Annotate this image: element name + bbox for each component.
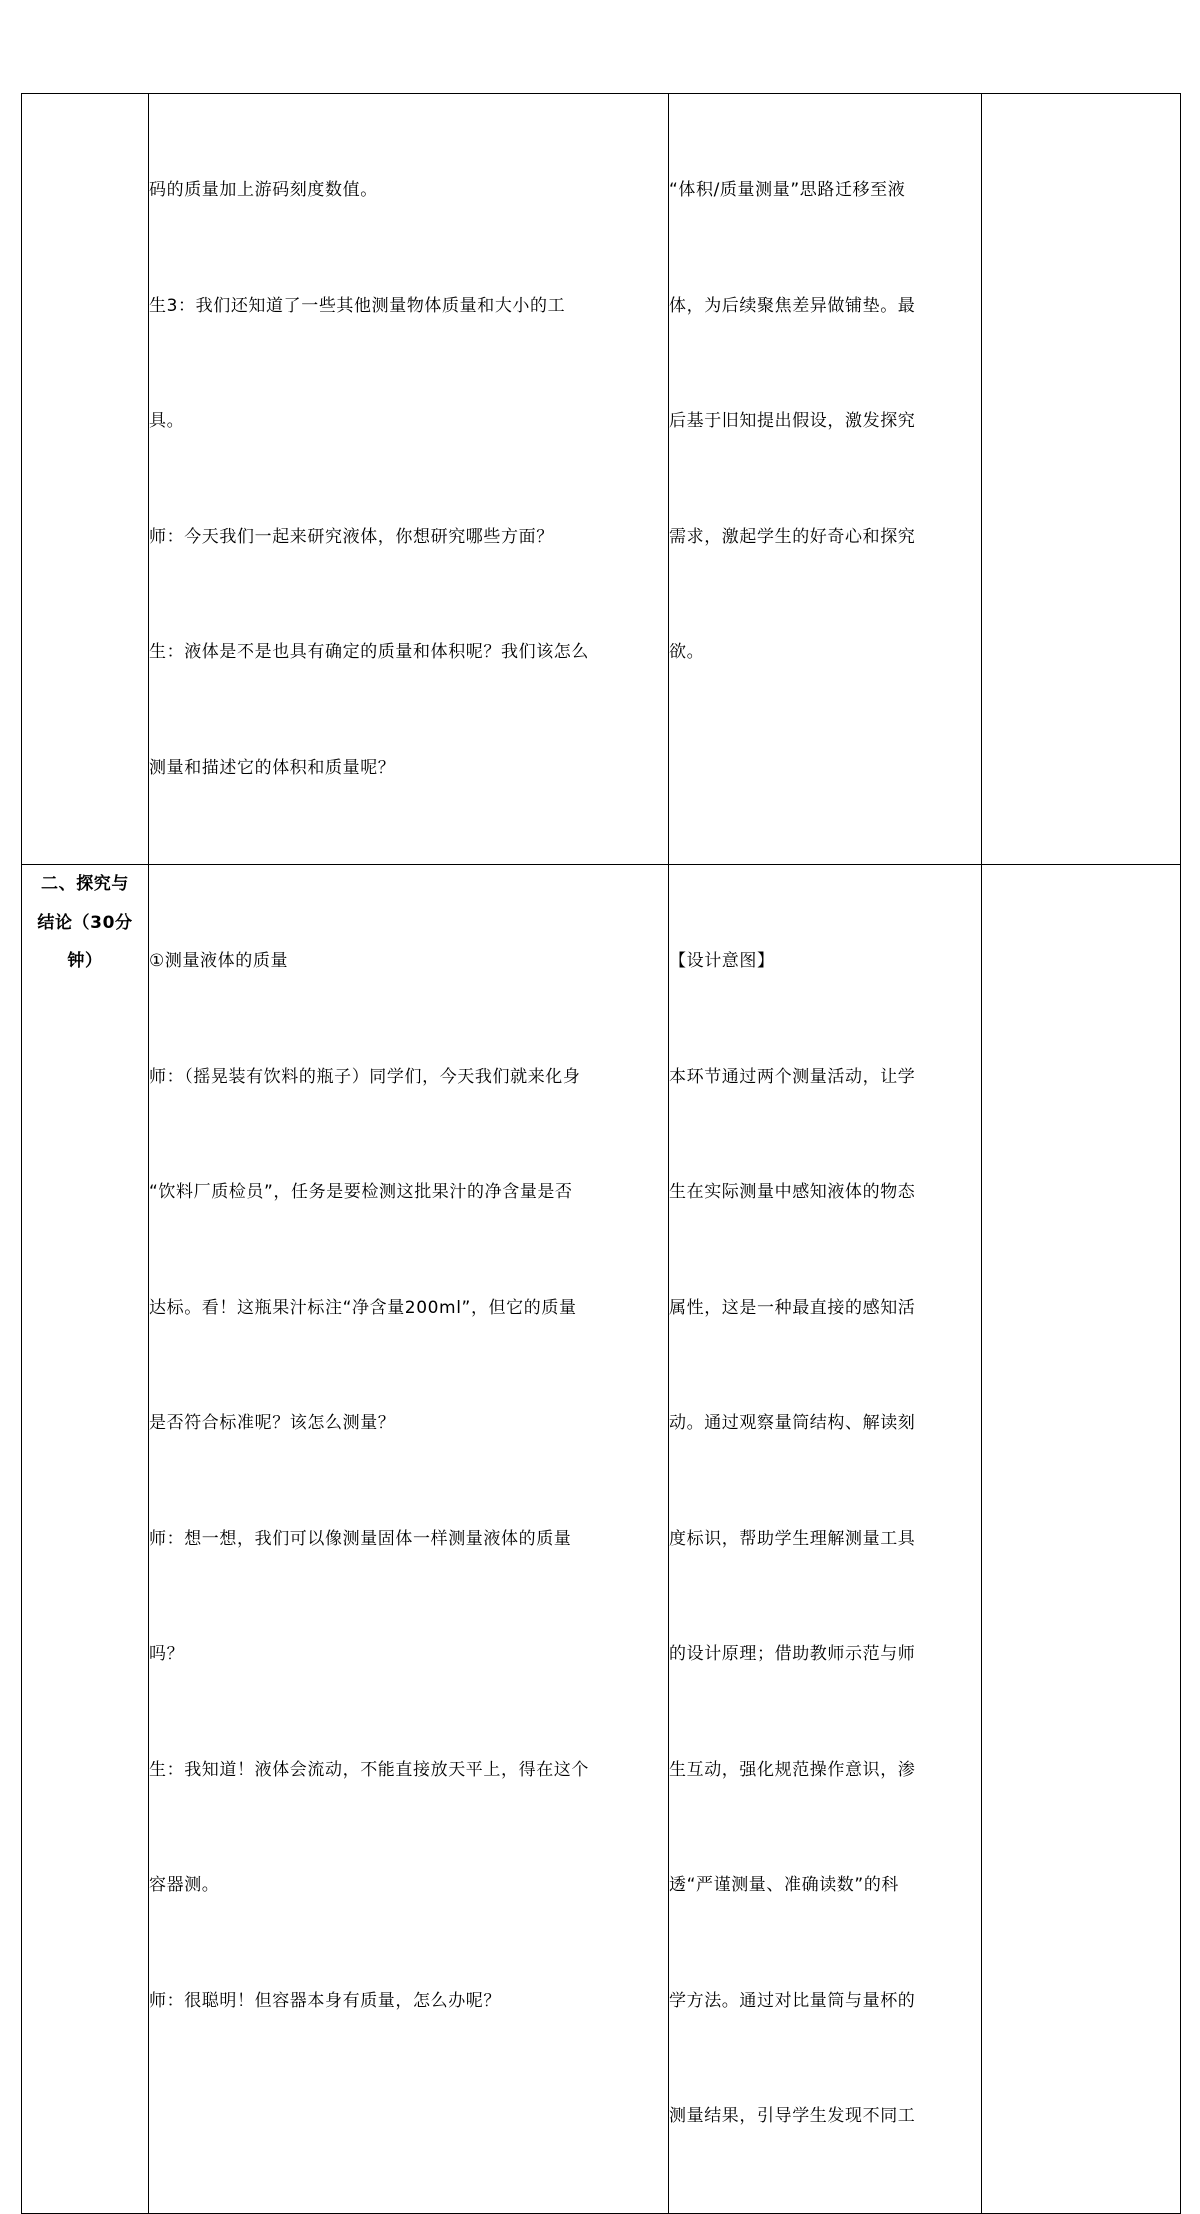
text-line: 吗？ bbox=[149, 1644, 185, 1664]
text-line: 码的质量加上游码刻度数值。 bbox=[149, 180, 378, 200]
design-intent-cell bbox=[669, 865, 982, 2214]
stage-label-line: 二、探究与 bbox=[41, 874, 129, 894]
text-line: 师：今天我们一起来研究液体，你想研究哪些方面？ bbox=[149, 526, 554, 547]
text-line: 测量结果，引导学生发现不同工 bbox=[669, 2106, 916, 2126]
text-line: “饮料厂质检员”，任务是要检测这批果汁的净含量是否 bbox=[149, 1182, 573, 1202]
text-line: 师：想一想，我们可以像测量固体一样测量液体的质量 bbox=[149, 1528, 572, 1549]
design-intent-text bbox=[669, 94, 981, 749]
lesson-plan-table bbox=[21, 93, 1181, 2214]
text-line: 动。通过观察量筒结构、解读刻 bbox=[669, 1413, 916, 1433]
text-line: 师：很聪明！但容器本身有质量，怎么办呢？ bbox=[149, 1990, 501, 2011]
text-line: 生：我知道！液体会流动，不能直接放天平上，得在这个 bbox=[149, 1759, 589, 1780]
text-line: 透“严谨测量、准确读数”的科 bbox=[669, 1875, 900, 1895]
design-intent-text bbox=[669, 865, 981, 2213]
activity-cell bbox=[149, 865, 669, 2214]
stage-label-line: 结论（30分 bbox=[37, 912, 133, 933]
extra-cell bbox=[982, 94, 1181, 865]
text-line: 本环节通过两个测量活动，让学 bbox=[669, 1066, 916, 1087]
activity-text bbox=[149, 94, 668, 864]
table-row bbox=[22, 94, 1181, 865]
design-intent-cell bbox=[669, 94, 982, 865]
text-line: 度标识，帮助学生理解测量工具 bbox=[669, 1528, 916, 1549]
stage-cell bbox=[22, 865, 149, 2214]
stage-label-line: 钟） bbox=[67, 951, 103, 971]
table-row bbox=[22, 865, 1181, 2214]
text-line: 体，为后续聚焦差异做铺垫。最 bbox=[669, 295, 916, 316]
activity-cell bbox=[149, 94, 669, 865]
activity-text bbox=[149, 865, 668, 2097]
stage-cell bbox=[22, 94, 149, 865]
text-line: 【设计意图】 bbox=[669, 951, 775, 971]
text-line: 容器测。 bbox=[149, 1875, 220, 1895]
text-line: 欲。 bbox=[669, 642, 705, 662]
text-line: 达标。看！这瓶果汁标注“净含量200ml”，但它的质量 bbox=[149, 1297, 577, 1318]
text-line: 生3：我们还知道了一些其他测量物体质量和大小的工 bbox=[149, 295, 566, 316]
text-line: 生：液体是不是也具有确定的质量和体积呢？我们该怎么 bbox=[149, 642, 589, 662]
text-line: 具。 bbox=[149, 411, 185, 431]
text-line: 属性，这是一种最直接的感知活 bbox=[669, 1297, 916, 1318]
text-line: 生互动，强化规范操作意识，渗 bbox=[669, 1759, 916, 1780]
extra-cell bbox=[982, 865, 1181, 2214]
text-line: ①测量液体的质量 bbox=[149, 951, 289, 971]
text-line: 学方法。通过对比量筒与量杯的 bbox=[669, 1990, 916, 2011]
text-line: 是否符合标准呢？该怎么测量？ bbox=[149, 1413, 396, 1433]
text-line: 师：（摇晃装有饮料的瓶子）同学们，今天我们就来化身 bbox=[149, 1066, 581, 1087]
text-line: 需求，激起学生的好奇心和探究 bbox=[669, 526, 916, 547]
text-line: 的设计原理；借助教师示范与师 bbox=[669, 1644, 916, 1664]
text-line: 测量和描述它的体积和质量呢？ bbox=[149, 757, 396, 778]
text-line: 后基于旧知提出假设，激发探究 bbox=[669, 411, 916, 431]
text-line: “体积/质量测量”思路迁移至液 bbox=[669, 180, 906, 200]
text-line: 生在实际测量中感知液体的物态 bbox=[669, 1182, 916, 1202]
